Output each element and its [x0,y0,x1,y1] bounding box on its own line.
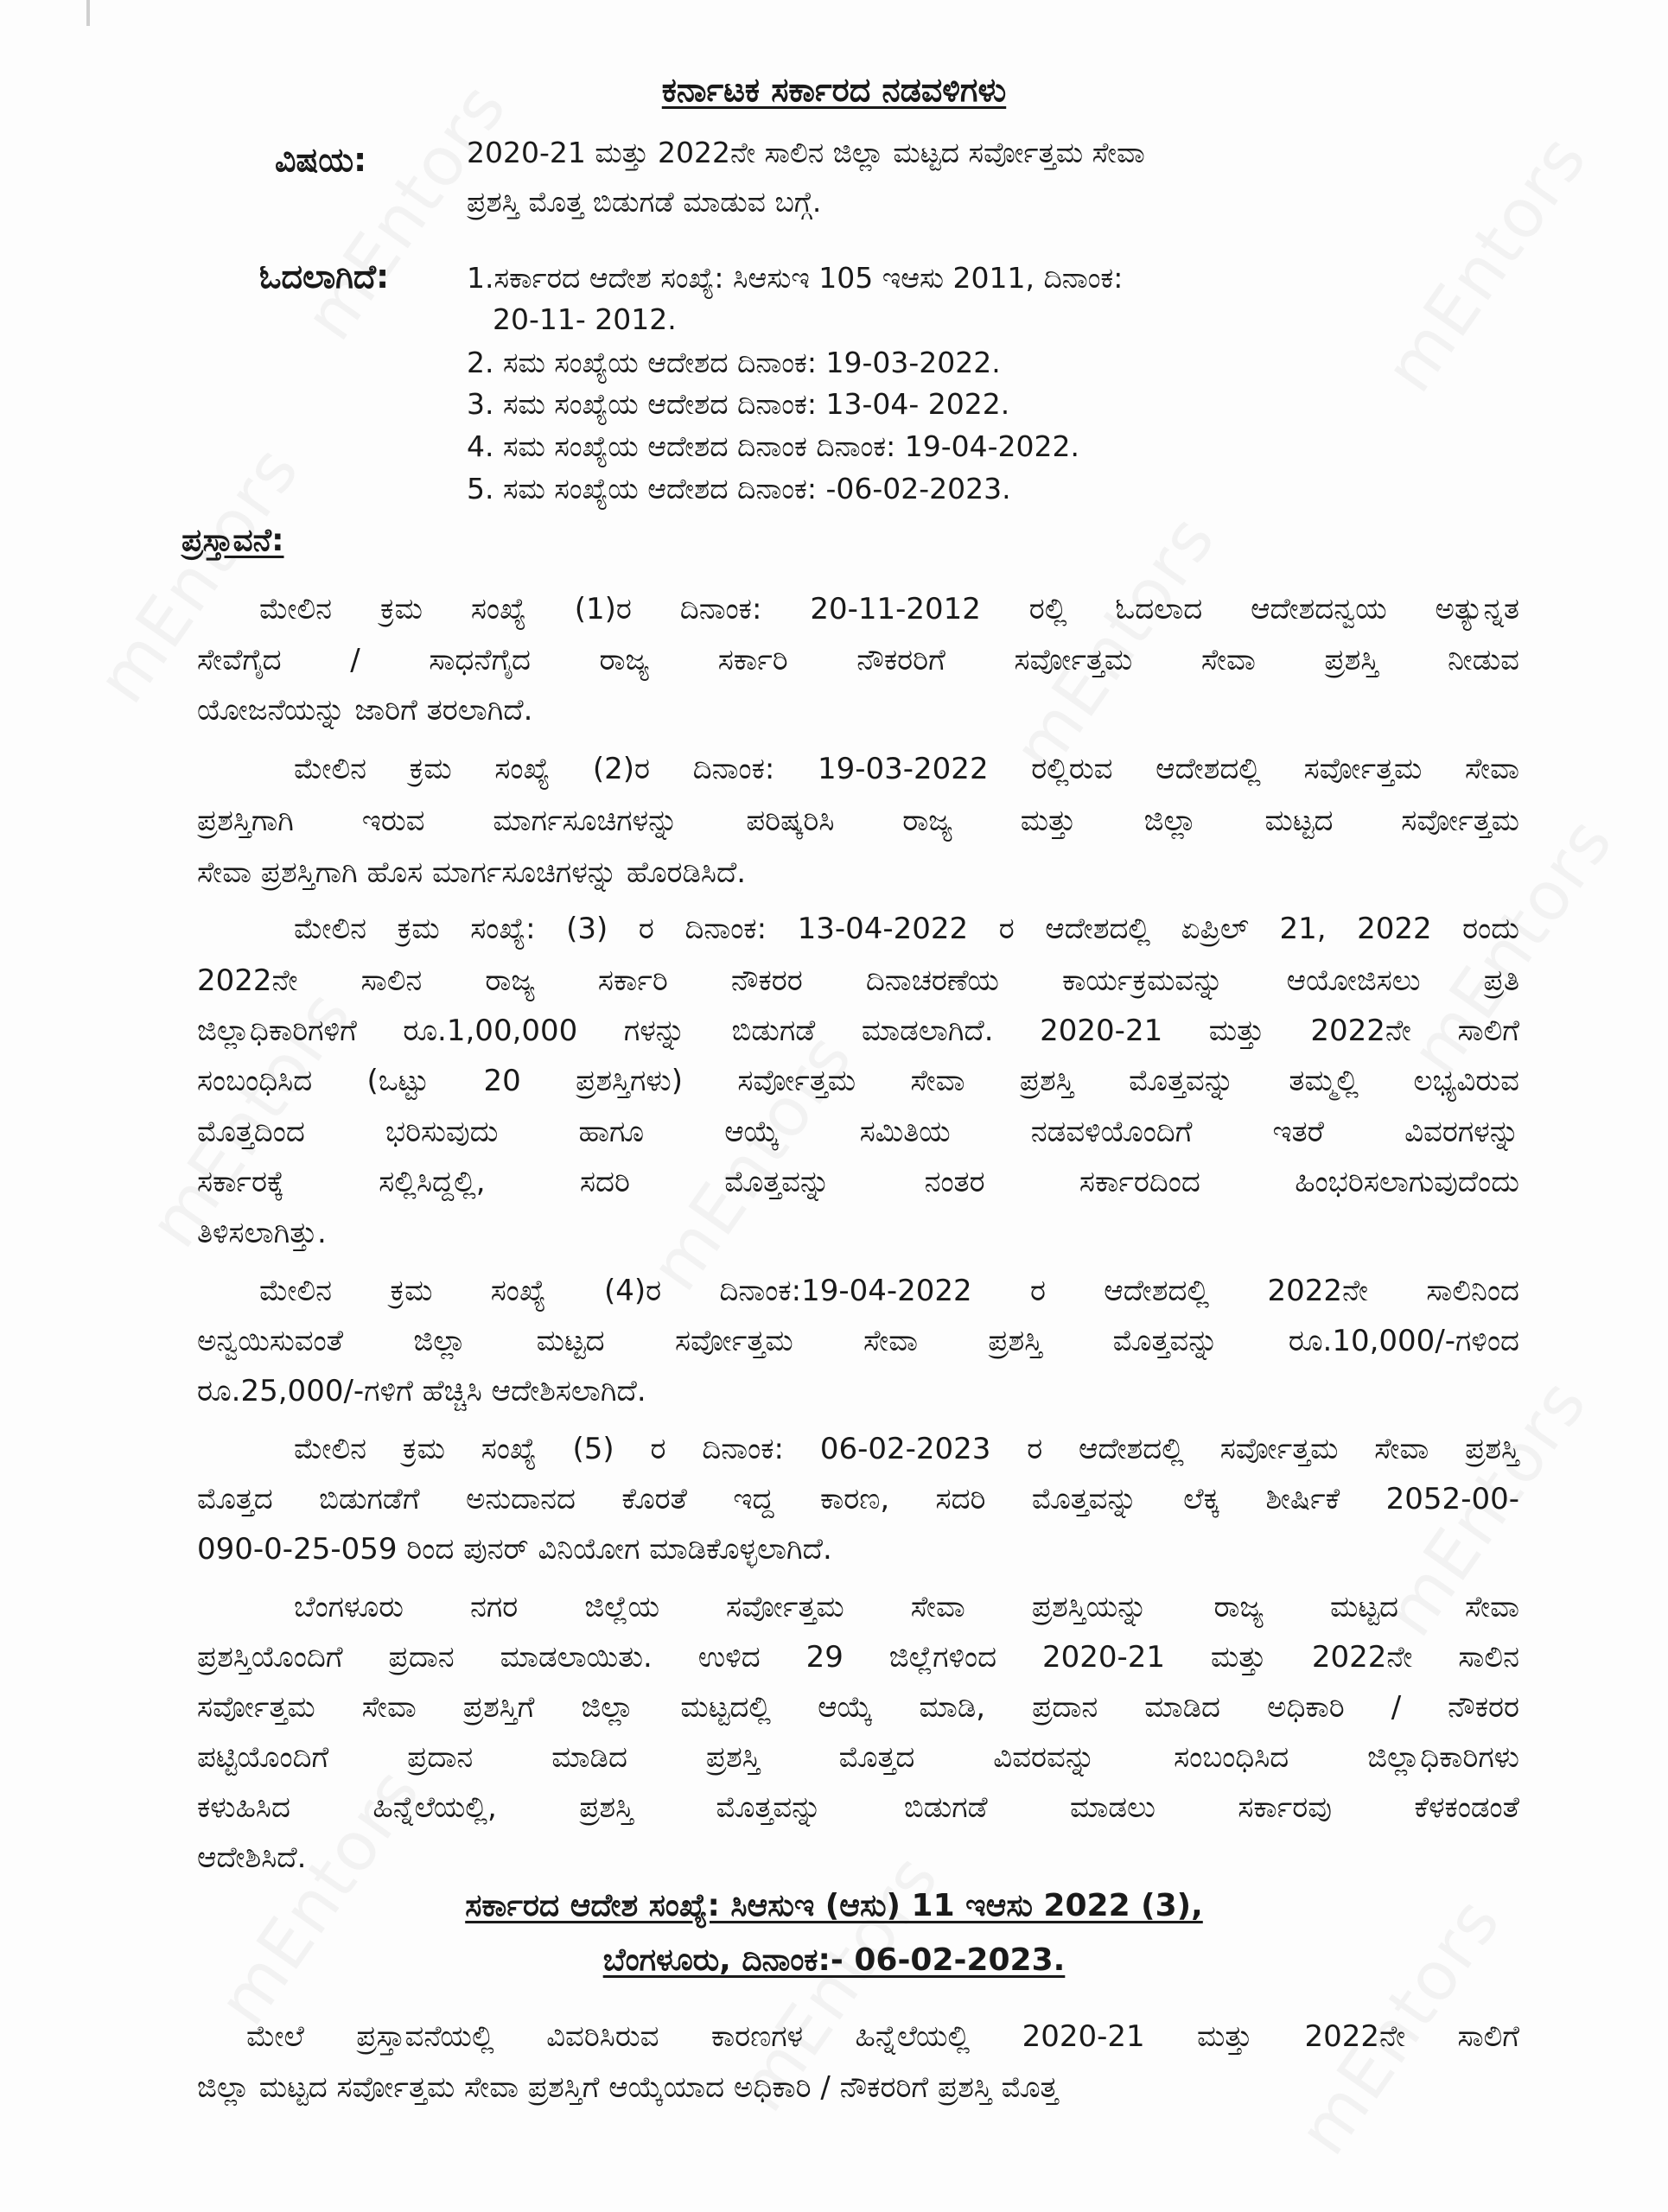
order-title: ಸರ್ಕಾರದ ಆದೇಶ ಸಂಖ್ಯೆ: ಸಿಆಸುಇ (ಆಸು) 11 ಇಆಸು 2022 (3), [465,1888,1203,1923]
reference-item: 4. ಸಮ ಸಂಖ್ಯೆಯ ಆದೇಶದ ದಿನಾಂಕ ದಿನಾಂಕ: 19-04-2022. [467,429,1079,463]
reference-item: 5. ಸಮ ಸಂಖ್ಯೆಯ ಆದೇಶದ ದಿನಾಂಕ: -06-02-2023. [467,472,1011,505]
reference-item: 3. ಸಮ ಸಂಖ್ಯೆಯ ಆದೇಶದ ದಿನಾಂಕ: 13-04- 2022. [467,387,1010,421]
paragraph-line: ಜಿಲ್ಲಾಧಿಕಾರಿಗಳಿಗೆ ರೂ.1,00,000 ಗಳನ್ನು ಬಿಡುಗಡೆ ಮಾಡಲಾಗಿದೆ. 2020-21 ಮತ್ತು 2022ನೇ ಸಾಲಿಗೆ [197,1014,1519,1048]
paragraph-line: ರೂ.25,000/-ಗಳಿಗೆ ಹೆಚ್ಚಿಸಿ ಆದೇಶಿಸಲಾಗಿದೆ. [197,1374,646,1408]
paragraph-line: 2022ನೇ ಸಾಲಿನ ರಾಜ್ಯ ಸರ್ಕಾರಿ ನೌಕರರ ದಿನಾಚರಣೆಯ ಕಾರ್ಯಕ್ರಮವನ್ನು ಆಯೋಜಿಸಲು ಪ್ರತಿ [197,963,1519,998]
reference-item: 20-11- 2012. [493,302,677,336]
document-heading: ಕರ್ನಾಟಕ ಸರ್ಕಾರದ ನಡವಳಿಗಳು [661,71,1007,109]
paragraph-line: ಅನ್ವಯಿಸುವಂತೆ ಜಿಲ್ಲಾ ಮಟ್ಟದ ಸರ್ವೋತ್ತಮ ಸೇವಾ ಪ್ರಶಸ್ತಿ ಮೊತ್ತವನ್ನು ರೂ.10,000/-ಗಳಿಂದ [197,1324,1519,1358]
reference-item: 1.ಸರ್ಕಾರದ ಆದೇಶ ಸಂಖ್ಯೆ: ಸಿಆಸುಇ 105 ಇಆಸು 2011, ದಿನಾಂಕ: [467,261,1124,295]
paragraph-line: ಸರ್ವೋತ್ತಮ ಸೇವಾ ಪ್ರಶಸ್ತಿಗೆ ಜಿಲ್ಲಾ ಮಟ್ಟದಲ್ಲಿ ಆಯ್ಕೆ ಮಾಡಿ, ಪ್ರದಾನ ಮಾಡಿದ ಅಧಿಕಾರಿ / ನೌಕರರ [197,1690,1519,1725]
paragraph-line: ಆದೇಶಿಸಿದೆ. [197,1840,307,1875]
subject-line: 2020-21 ಮತ್ತು 2022ನೇ ಸಾಲಿನ ಜಿಲ್ಲಾ ಮಟ್ಟದ ಸರ್ವೋತ್ತಮ ಸೇವಾ [467,136,1145,169]
watermark [1371,121,1603,406]
references-label: ಓದಲಾಗಿದೆ: [259,257,390,296]
paragraph-line: ಪ್ರಶಸ್ತಿಯೊಂದಿಗೆ ಪ್ರದಾನ ಮಾಡಲಾಯಿತು. ಉಳಿದ 29 ಜಿಲ್ಲೆಗಳಿಂದ 2020-21 ಮತ್ತು 2022ನೇ ಸಾಲಿನ [197,1640,1519,1675]
paragraph-line: ಸಂಬಂಧಿಸಿದ (ಒಟ್ಟು 20 ಪ್ರಶಸ್ತಿಗಳು) ಸರ್ವೋತ್ತಮ ಸೇವಾ ಪ್ರಶಸ್ತಿ ಮೊತ್ತವನ್ನು ತಮ್ಮಲ್ಲಿ ಲಭ್ಯವಿರುವ [197,1064,1519,1098]
paragraph-line: ಮೊತ್ತದಿಂದ ಭರಿಸುವುದು ಹಾಗೂ ಆಯ್ಕೆ ಸಮಿತಿಯ ನಡವಳಿಯೊಂದಿಗೆ ಇತರೆ ವಿವರಗಳನ್ನು [197,1115,1519,1149]
paragraph-line: ಸೇವಾ ಪ್ರಶಸ್ತಿಗಾಗಿ ಹೊಸ ಮಾರ್ಗಸೂಚಿಗಳನ್ನು ಹೊರಡಿಸಿದೆ. [197,855,747,890]
paragraph-line: ಮೊತ್ತದ ಬಿಡುಗಡೆಗೆ ಅನುದಾನದ ಕೊರತೆ ಇದ್ದ ಕಾರಣ, ಸದರಿ ಮೊತ್ತವನ್ನು ಲೆಕ್ಕ ಶೀರ್ಷಿಕೆ 2052-00- [197,1482,1519,1516]
paragraph-line: ಕಳುಹಿಸಿದ ಹಿನ್ನೆಲೆಯಲ್ಲಿ, ಪ್ರಶಸ್ತಿ ಮೊತ್ತವನ್ನು ಬಿಡುಗಡೆ ಮಾಡಲು ಸರ್ಕಾರವು ಕೆಳಕಂಡಂತೆ [197,1790,1519,1825]
paragraph-line: ಮೇಲಿನ ಕ್ರಮ ಸಂಖ್ಯೆ (1)ರ ದಿನಾಂಕ: 20-11-2012 ರಲ್ಲಿ ಓದಲಾದ ಆದೇಶದನ್ವಯ ಅತ್ಯುನ್ನತ [259,592,1519,626]
order-date: ಬೆಂಗಳೂರು, ದಿನಾಂಕ:- 06-02-2023. [602,1942,1066,1978]
paragraph-line: 090-0-25-059 ರಿಂದ ಪುನರ್ ವಿನಿಯೋಗ ಮಾಡಿಕೊಳ್ಳಲಾಗಿದೆ. [197,1532,832,1567]
order-line: ಮೇಲೆ ಪ್ರಸ್ತಾವನೆಯಲ್ಲಿ ವಿವರಿಸಿರುವ ಕಾರಣಗಳ ಹಿನ್ನೆಲೆಯಲ್ಲಿ 2020-21 ಮತ್ತು 2022ನೇ ಸಾಲಿಗೆ [246,2019,1519,2054]
paragraph-line: ಪಟ್ಟಿಯೊಂದಿಗೆ ಪ್ರದಾನ ಮಾಡಿದ ಪ್ರಶಸ್ತಿ ಮೊತ್ತದ ವಿವರವನ್ನು ಸಂಬಂಧಿಸಿದ ಜಿಲ್ಲಾಧಿಕಾರಿಗಳು [197,1740,1519,1775]
paragraph-line: ಮೇಲಿನ ಕ್ರಮ ಸಂಖ್ಯೆ (2)ರ ದಿನಾಂಕ: 19-03-2022 ರಲ್ಲಿರುವ ಆದೇಶದಲ್ಲಿ ಸರ್ವೋತ್ತಮ ಸೇವಾ [294,752,1519,786]
paragraph-line: ಮೇಲಿನ ಕ್ರಮ ಸಂಖ್ಯೆ: (3) ರ ದಿನಾಂಕ: 13-04-2022 ರ ಆದೇಶದಲ್ಲಿ ಏಪ್ರಿಲ್ 21, 2022 ರಂದು [294,912,1519,946]
reference-item: 2. ಸಮ ಸಂಖ್ಯೆಯ ಆದೇಶದ ದಿನಾಂಕ: 19-03-2022. [467,346,1001,379]
scan-artifact [86,0,90,26]
paragraph-line: ಸರ್ಕಾರಕ್ಕೆ ಸಲ್ಲಿಸಿದ್ದಲ್ಲಿ, ಸದರಿ ಮೊತ್ತವನ್ನು ನಂತರ ಸರ್ಕಾರದಿಂದ ಹಿಂಭರಿಸಲಾಗುವುದೆಂದು [197,1165,1519,1199]
order-line: ಜಿಲ್ಲಾ ಮಟ್ಟದ ಸರ್ವೋತ್ತಮ ಸೇವಾ ಪ್ರಶಸ್ತಿಗೆ ಆಯ್ಕೆಯಾದ ಅಧಿಕಾರಿ / ನೌಕರರಿಗೆ ಪ್ರಶಸ್ತಿ ಮೊತ್ತ [197,2070,1059,2105]
paragraph-line: ಬೆಂಗಳೂರು ನಗರ ಜಿಲ್ಲೆಯ ಸರ್ವೋತ್ತಮ ಸೇವಾ ಪ್ರಶಸ್ತಿಯನ್ನು ರಾಜ್ಯ ಮಟ್ಟದ ಸೇವಾ [294,1590,1519,1624]
paragraph-line: ಸೇವೆಗೈದ / ಸಾಧನೆಗೈದ ರಾಜ್ಯ ಸರ್ಕಾರಿ ನೌಕರರಿಗೆ ಸರ್ವೋತ್ತಮ ಸೇವಾ ಪ್ರಶಸ್ತಿ ನೀಡುವ [197,643,1519,677]
paragraph-line: ಮೇಲಿನ ಕ್ರಮ ಸಂಖ್ಯೆ (4)ರ ದಿನಾಂಕ:19-04-2022 ರ ಆದೇಶದಲ್ಲಿ 2022ನೇ ಸಾಲಿನಿಂದ [259,1274,1519,1308]
paragraph-line: ಯೋಜನೆಯನ್ನು ಜಾರಿಗೆ ತರಲಾಗಿದೆ. [197,693,533,728]
preamble-title: ಪ್ರಸ್ತಾವನೆ: [181,523,284,558]
paragraph-line: ಮೇಲಿನ ಕ್ರಮ ಸಂಖ್ಯೆ (5) ರ ದಿನಾಂಕ: 06-02-2023 ರ ಆದೇಶದಲ್ಲಿ ಸರ್ವೋತ್ತಮ ಸೇವಾ ಪ್ರಶಸ್ತಿ [294,1432,1519,1466]
paragraph-line: ಪ್ರಶಸ್ತಿಗಾಗಿ ಇರುವ ಮಾರ್ಗಸೂಚಿಗಳನ್ನು ಪರಿಷ್ಕರಿಸಿ ರಾಜ್ಯ ಮತ್ತು ಜಿಲ್ಲಾ ಮಟ್ಟದ ಸರ್ವೋತ್ತಮ [197,804,1519,838]
subject-line: ಪ್ರಶಸ್ತಿ ಮೊತ್ತ ಬಿಡುಗಡೆ ಮಾಡುವ ಬಗ್ಗೆ. [467,185,822,219]
paragraph-line: ತಿಳಿಸಲಾಗಿತ್ತು. [197,1216,327,1250]
subject-label: ವಿಷಯ: [275,141,367,179]
